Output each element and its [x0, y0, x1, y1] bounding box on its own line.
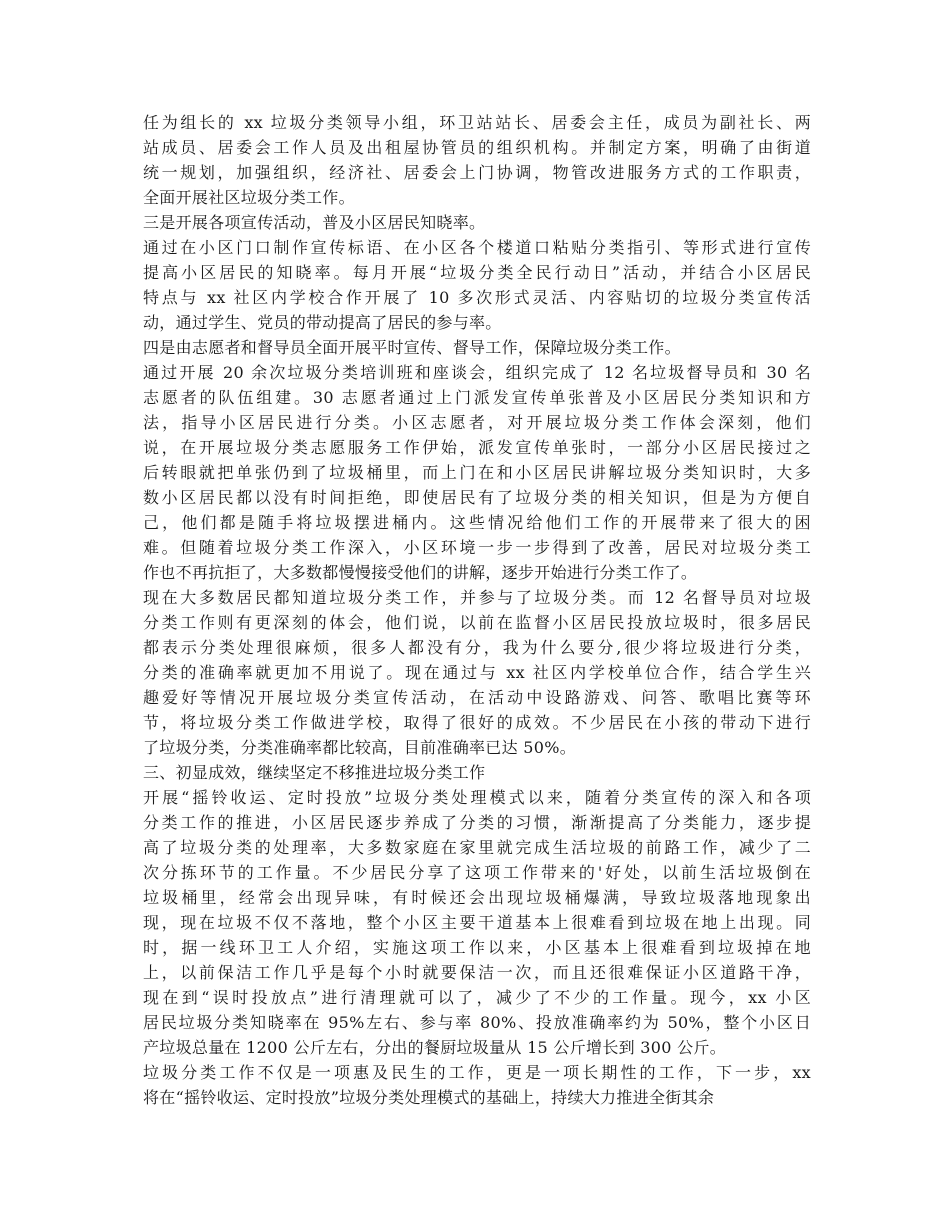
text-line: 统一规划，加强组织，经济社、居委会上门协调，物管改进服务方式的工作职责， [143, 163, 811, 182]
text-line: 趣爱好等情况开展垃圾分类宣传活动，在活动中设路游戏、问答、歌唱比赛等环 [143, 688, 811, 707]
text-line: 上，以前保洁工作几乎是每个小时就要保洁一次，而且还很难保证小区道路干净， [143, 963, 811, 982]
text-line: 作也不再抗拒了，大多数都慢慢接受他们的讲解，逐步开始进行分类工作了。 [143, 563, 698, 582]
text-line: 垃圾分类工作不仅是一项惠及民生的工作，更是一项长期性的工作，下一步，xx [143, 1063, 811, 1082]
text-line: 垃圾桶里，经常会出现异味，有时候还会出现垃圾桶爆满，导致垃圾落地现象出 [143, 888, 811, 907]
text-line: 将在“摇铃收运、定时投放”垃圾分类处理模式的基础上，持续大力推进全街其余 [143, 1088, 715, 1107]
text-line: 法，指导小区居民进行分类。小区志愿者，对开展垃圾分类工作体会深刻，他们 [143, 413, 811, 432]
paragraph [143, 360, 811, 585]
paragraph [143, 1060, 811, 1110]
text-line: 三、初显成效，继续坚定不移推进垃圾分类工作 [143, 763, 486, 782]
text-line: 后转眼就把单张仍到了垃圾桶里，而上门在和小区居民讲解垃圾分类知识时，大多 [143, 463, 811, 482]
text-line: 分类工作则有更深刻的体会，他们说，以前在监督小区居民投放垃圾时，很多居民 [143, 613, 811, 632]
document-body [143, 110, 811, 1110]
text-line: 现在大多数居民都知道垃圾分类工作，并参与了垃圾分类。而 12 名督导员对垃圾 [143, 588, 811, 607]
text-line: 节，将垃圾分类工作做进学校，取得了很好的成效。不少居民在小孩的带动下进行 [143, 713, 811, 732]
text-line: 通过开展 20 余次垃圾分类培训班和座谈会，组织完成了 12 名垃圾督导员和 30 名 [143, 363, 811, 382]
text-line: 站成员、居委会工作人员及出租屋协管员的组织机构。并制定方案，明确了由街道 [143, 138, 811, 157]
paragraph [143, 335, 811, 360]
text-line: 现在到“误时投放点”进行清理就可以了，减少了不少的工作量。现今，xx 小区 [143, 988, 811, 1007]
text-line: 四是由志愿者和督导员全面开展平时宣传、督导工作，保障垃圾分类工作。 [143, 338, 681, 357]
text-line: 开展“摇铃收运、定时投放”垃圾分类处理模式以来，随着分类宣传的深入和各项 [143, 788, 811, 807]
text-line: 全面开展社区垃圾分类工作。 [143, 188, 355, 207]
text-line: 通过在小区门口制作宣传标语、在小区各个楼道口粘贴分类指引、等形式进行宣传 [143, 238, 811, 257]
text-line: 产垃圾总量在 1200 公斤左右，分出的餐厨垃圾量从 15 公斤增长到 300 公斤。 [143, 1038, 727, 1057]
paragraph [143, 585, 811, 760]
text-line: 说，在开展垃圾分类志愿服务工作伊始，派发宣传单张时，一部分小区居民接过之 [143, 438, 811, 457]
paragraph [143, 235, 811, 335]
text-line: 任为组长的 xx 垃圾分类领导小组，环卫站站长、居委会主任，成员为副社长、两 [143, 113, 811, 132]
text-line: 志愿者的队伍组建。30 志愿者通过上门派发宣传单张普及小区居民分类知识和方 [143, 388, 811, 407]
text-line: 时，据一线环卫工人介绍，实施这项工作以来，小区基本上很难看到垃圾掉在地 [143, 938, 811, 957]
text-line: 分类工作的推进，小区居民逐步养成了分类的习惯，渐渐提高了分类能力，逐步提 [143, 813, 811, 832]
paragraph [143, 210, 811, 235]
text-line: 高了垃圾分类的处理率，大多数家庭在家里就完成生活垃圾的前路工作，减少了二 [143, 838, 811, 857]
text-line: 己，他们都是随手将垃圾摆进桶内。这些情况给他们工作的开展带来了很大的困 [143, 513, 811, 532]
text-line: 动，通过学生、党员的带动提高了居民的参与率。 [143, 313, 502, 332]
text-line: 特点与 xx 社区内学校合作开展了 10 多次形式灵活、内容贴切的垃圾分类宣传活 [143, 288, 811, 307]
paragraph [143, 785, 811, 1060]
text-line: 现，现在垃圾不仅不落地，整个小区主要干道基本上很难看到垃圾在地上出现。同 [143, 913, 811, 932]
text-line: 了垃圾分类，分类准确率都比较高，目前准确率已达 50%。 [143, 738, 577, 757]
text-line: 三是开展各项宣传活动，普及小区居民知晓率。 [143, 213, 486, 232]
text-line: 提高小区居民的知晓率。每月开展“垃圾分类全民行动日”活动，并结合小区居民 [143, 263, 811, 282]
paragraph [143, 760, 811, 785]
text-line: 都表示分类处理很麻烦，很多人都没有分，我为什么要分,很少将垃圾进行分类， [143, 638, 811, 657]
text-line: 次分拣环节的工作量。不少居民分享了这项工作带来的'好处，以前生活垃圾倒在 [143, 863, 811, 882]
text-line: 难。但随着垃圾分类工作深入，小区环境一步一步得到了改善，居民对垃圾分类工 [143, 538, 811, 557]
text-line: 数小区居民都以没有时间拒绝，即使居民有了垃圾分类的相关知识，但是为方便自 [143, 488, 811, 507]
text-line: 分类的准确率就更加不用说了。现在通过与 xx 社区内学校单位合作，结合学生兴 [143, 663, 811, 682]
paragraph [143, 110, 811, 210]
text-line: 居民垃圾分类知晓率在 95%左右、参与率 80%、投放准确率约为 50%，整个小区日 [143, 1013, 811, 1032]
